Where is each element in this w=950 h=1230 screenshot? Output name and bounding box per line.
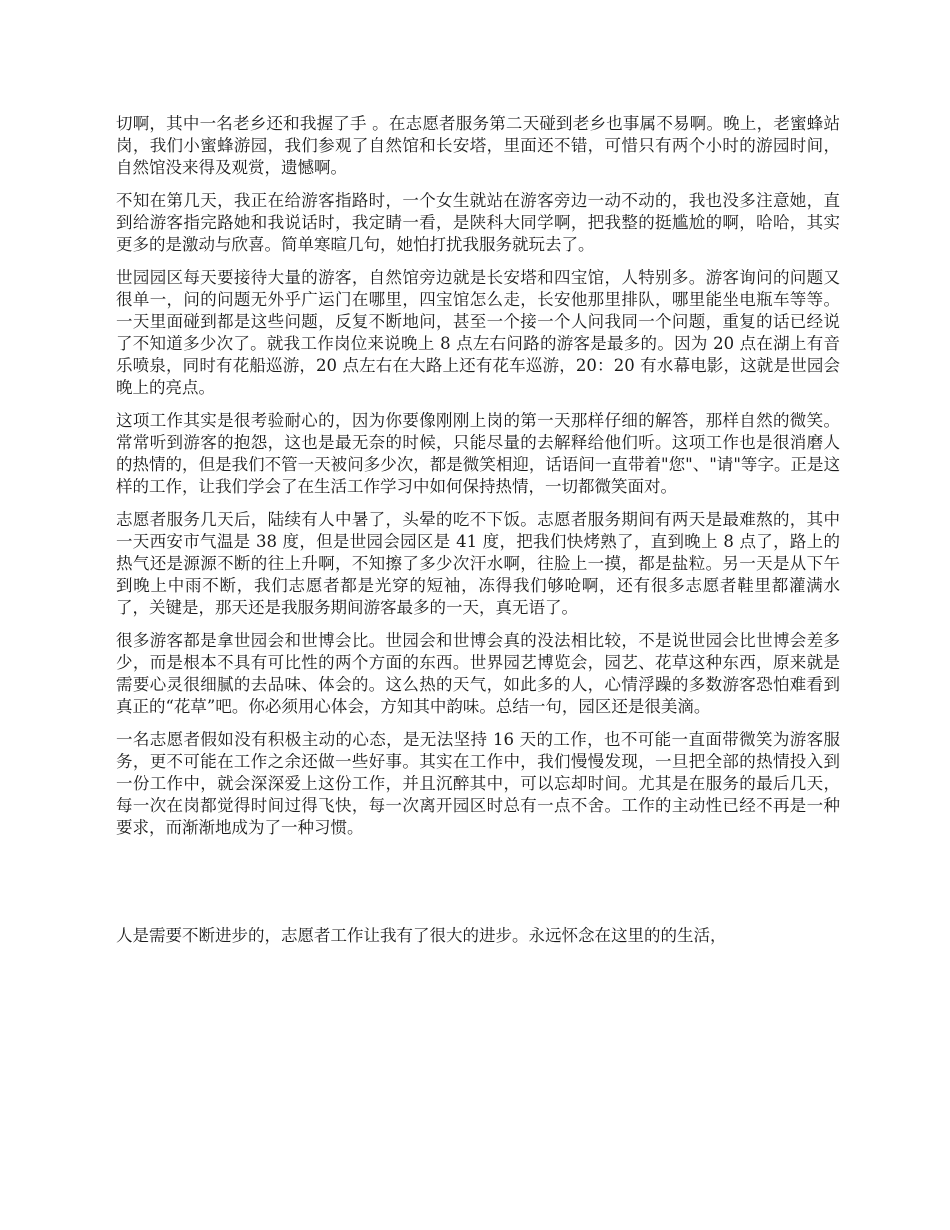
paragraph-5: 志愿者服务几天后，陆续有人中暑了，头晕的吃不下饭。志愿者服务期间有两天是最难熬的，其中一天西安市气温是 38 度，但是世园会园区是 41 度，把我们快烤熟了，直到晚上 8 点了，路上的热气还是源源不断的往上升啊，不知擦了多少次汗水啊，往脸上一摸，都是盐粒。另一天是从下午到晚上中雨不断，我们志愿者都是光穿的短袖，冻得我们够呛啊，还有很多志愿者鞋里都灌满水了，关键是，那天还是我服务期间游客最多的一天，真无语了。 [116,510,840,617]
paragraph-7: 一名志愿者假如没有积极主动的心态，是无法坚持 16 天的工作，也不可能一直面带微笑为游客服务，更不可能在工作之余还做一些好事。其实在工作中，我们慢慢发现，一旦把全部的热情投入到一份工作中，就会深深爱上这份工作，并且沉醉其中，可以忘却时间。尤其是在服务的最后几天，每一次在岗都觉得时间过得飞快，每一次离开园区时总有一点不舍。工作的主动性已经不再是一种要求，而渐渐地成为了一种习惯。 [116,730,840,837]
blank-space [116,850,840,925]
paragraph-1: 切啊，其中一名老乡还和我握了手 。在志愿者服务第二天碰到老乡也事属不易啊。晚上，老蜜蜂站岗，我们小蜜蜂游园，我们参观了自然馆和长安塔，里面还不错，可惜只有两个小时的游园时间，自然馆没来得及观赏，遗憾啊。 [116,114,840,177]
paragraph-3: 世园园区每天要接待大量的游客，自然馆旁边就是长安塔和四宝馆，人特别多。游客询问的问题又很单一，问的问题无外乎广运门在哪里，四宝馆怎么走，长安他那里排队，哪里能坐电瓶车等等。一天里面碰到都是这些问题，反复不断地问，甚至一个接一个人问我同一个问题，重复的话已经说了不知道多少次了。就我工作岗位来说晚上 8 点左右问路的游客是最多的。因为 20 点在湖上有音乐喷泉，同时有花船巡游，20 点左右在大路上还有花车巡游，20：20 有水幕电影，这就是世园会晚上的亮点。 [116,268,840,397]
paragraph-6: 很多游客都是拿世园会和世博会比。世园会和世博会真的没法相比较，不是说世园会比世博会差多少，而是根本不具有可比性的两个方面的东西。世界园艺博览会，园艺、花草这种东西，原来就是需要心灵很细腻的去品味、体会的。这么热的天气，如此多的人，心情浮躁的多数游客恐怕难看到真正的“花草”吧。你必须用心体会，方知其中韵味。总结一句，园区还是很美滴。 [116,631,840,716]
document-body [116,113,840,947]
paragraph-2: 不知在第几天，我正在给游客指路时，一个女生就站在游客旁边一动不动的，我也没多注意她，直到给游客指完路她和我说话时，我定睛一看，是陕科大同学啊，把我整的挺尴尬的啊，哈哈，其实更多的是激动与欣喜。简单寒暄几句，她怕打扰我服务就玩去了。 [116,191,840,254]
closing-paragraph: 人是需要不断进步的，志愿者工作让我有了很大的进步。永远怀念在这里的的生活， [116,926,727,945]
paragraph-4: 这项工作其实是很考验耐心的，因为你要像刚刚上岗的第一天那样仔细的解答，那样自然的微笑。常常听到游客的抱怨，这也是最无奈的时候，只能尽量的去解释给他们听。这项工作也是很消磨人的热情的，但是我们不管一天被问多少次，都是微笑相迎，话语间一直带着"您"、"请"等字。正是这样的工作，让我们学会了在生活工作学习中如何保持热情，一切都微笑面对。 [116,411,840,496]
